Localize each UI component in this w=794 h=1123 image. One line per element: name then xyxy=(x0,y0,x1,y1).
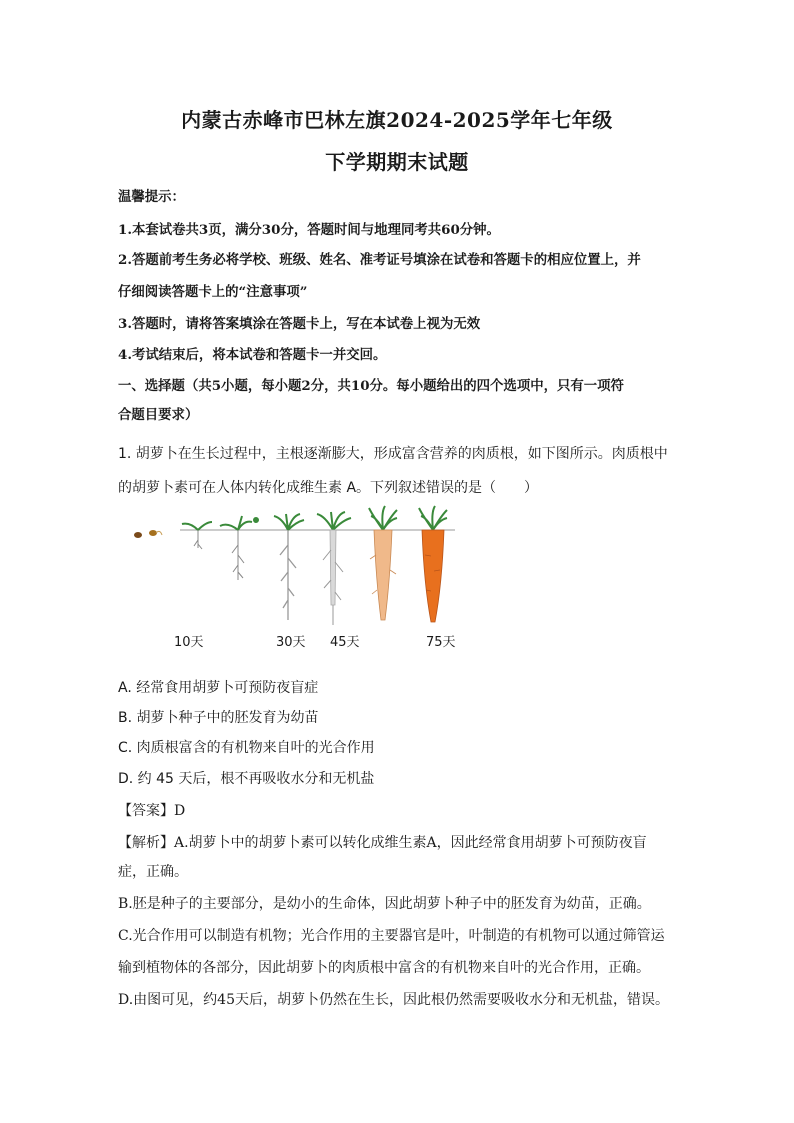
option-a: A. 经常食用胡萝卜可预防夜盲症 xyxy=(118,680,319,696)
label-75-days: 75天 xyxy=(426,635,456,650)
label-30-days: 30天 xyxy=(276,635,306,650)
option-d: D. 约 45 天后，根不再吸收水分和无机盐 xyxy=(118,771,375,787)
question-1-stem: 1. 胡萝卜在生长过程中，主根逐渐膨大，形成富含营养的肉质根，如下图所示。肉质根中 xyxy=(118,446,668,462)
seedling-stage-1 xyxy=(182,522,212,549)
tips-heading: 温馨提示： xyxy=(118,189,185,205)
analysis-line-2: 症，正确。 xyxy=(118,864,188,880)
tip-2-cont: 仔细阅读答题卡上的“注意事项” xyxy=(118,284,308,300)
analysis-line-1: 【解析】A.胡萝卜中的胡萝卜素可以转化成维生素A，因此经常食用胡萝卜可预防夜盲 xyxy=(118,835,647,851)
section1-heading: 一、选择题（共5小题，每小题2分，共10分。每小题给出的四个选项中，只有一项符 xyxy=(118,378,624,394)
seed-icon xyxy=(134,532,142,538)
analysis-line-6: D.由图可见，约45天后，胡萝卜仍然在生长，因此根仍然需要吸收水分和无机盐，错误。 xyxy=(118,992,669,1008)
tip-2: 2.答题前考生务必将学校、班级、姓名、准考证号填涂在试卷和答题卡的相应位置上，并 xyxy=(118,252,641,268)
label-45-days: 45天 xyxy=(330,635,360,650)
option-c: C. 肉质根富含的有机物来自叶的光合作用 xyxy=(118,740,375,756)
analysis-line-3: B.胚是种子的主要部分，是幼小的生命体，因此胡萝卜种子中的胚发育为幼苗，正确。 xyxy=(118,896,651,912)
analysis-line-4: C.光合作用可以制造有机物；光合作用的主要器官是叶，叶制造的有机物可以通过筛管运 xyxy=(118,928,665,944)
carrot-growth-figure xyxy=(120,500,480,660)
question-1-stem-cont: 的胡萝卜素可在人体内转化成维生素 A。下列叙述错误的是（ ） xyxy=(118,480,539,496)
label-10-days: 10天 xyxy=(174,635,204,650)
tip-4: 4.考试结束后，将本试卷和答题卡一并交回。 xyxy=(118,347,387,363)
exam-title-line2: 下学期期末试题 xyxy=(325,150,469,174)
tip-3: 3.答题时，请将答案填涂在答题卡上，写在本试卷上视为无效 xyxy=(118,316,481,332)
plant-stage-45-days xyxy=(317,512,351,625)
analysis-line-5: 输到植物体的各部分，因此胡萝卜的肉质根中富含的有机物来自叶的光合作用，正确。 xyxy=(118,960,650,976)
carrot-stage-60-days xyxy=(369,506,397,620)
seed-sprouting-icon xyxy=(149,530,157,536)
section1-heading-cont: 合题目要求） xyxy=(118,407,199,423)
seedling-stage-2 xyxy=(220,516,259,580)
option-b: B. 胡萝卜种子中的胚发育为幼苗 xyxy=(118,710,319,726)
exam-title-line1: 内蒙古赤峰市巴林左旗2024-2025学年七年级 xyxy=(181,108,613,132)
tip-1: 1.本套试卷共3页，满分30分，答题时间与地理同考共60分钟。 xyxy=(118,222,500,238)
answer-label: 【答案】D xyxy=(118,803,186,819)
carrot-stage-75-days xyxy=(419,506,447,622)
